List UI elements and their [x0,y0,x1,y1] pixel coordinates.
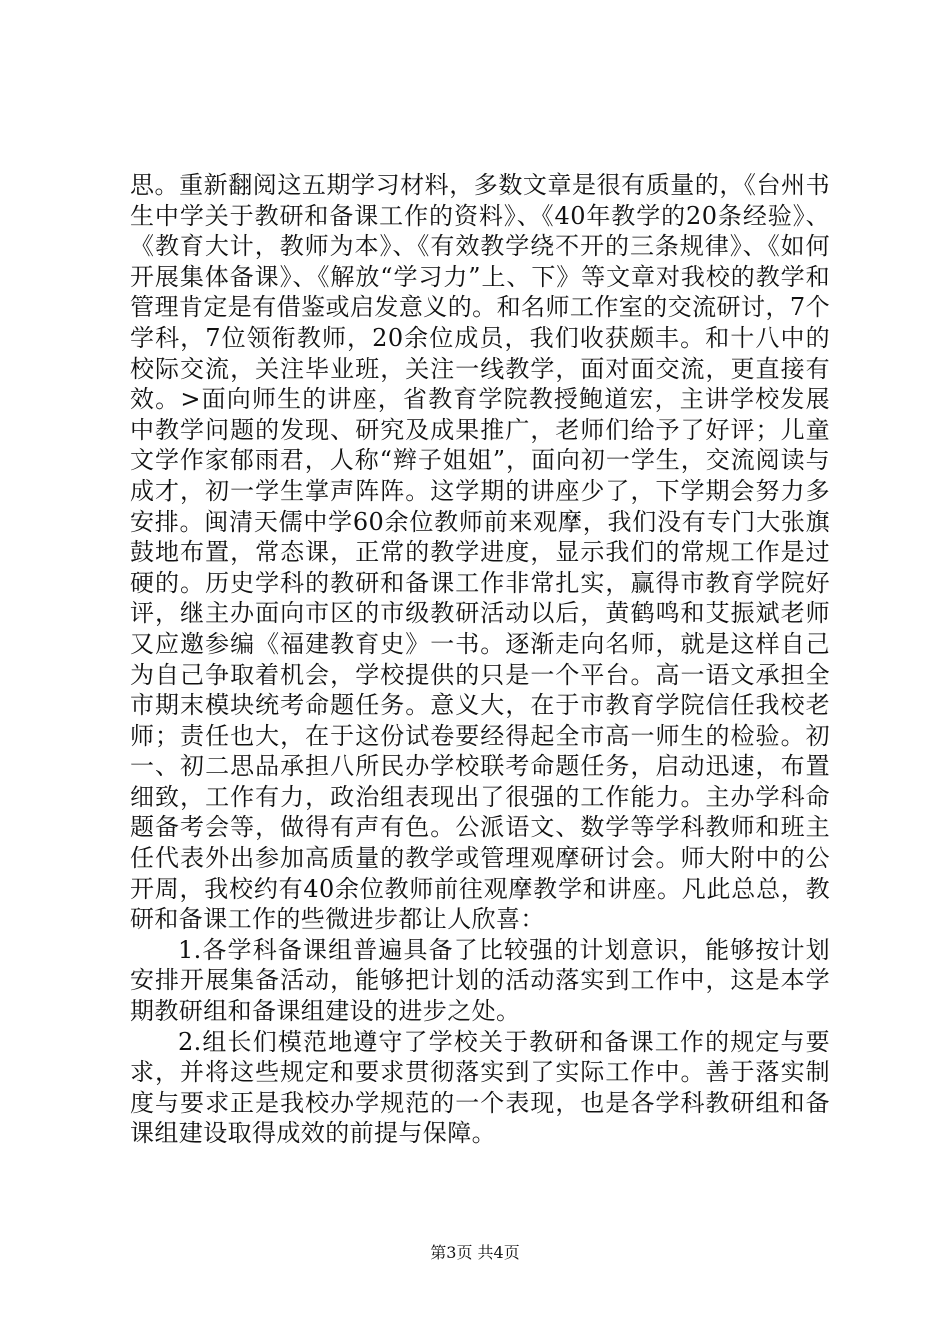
document-body [130,170,830,1149]
body-paragraph: 思。重新翻阅这五期学习材料，多数文章是很有质量的，《台州书生中学关于教研和备课工作的资料》、《40年教学的20条经验》、《教育大计，教师为本》、《有效教学绕不开的三条规律》、《如何开展集体备课》、《解放“学习力”上、下》等文章对我校的教学和管理肯定是有借鉴或启发意义的。和名师工作室的交流研讨，7个学科，7位领衔教师，20余位成员，我们收获颇丰。和十八中的校际交流，关注毕业班，关注一线教学，面对面交流，更直接有效。>面向师生的讲座，省教育学院教授鲍道宏，主讲学校发展中教学问题的发现、研究及成果推广，老师们给予了好评；儿童文学作家郁雨君，人称“辫子姐姐”，面向初一学生，交流阅读与成才，初一学生掌声阵阵。这学期的讲座少了，下学期会努力多安排。闽清天儒中学60余位教师前来观摩，我们没有专门大张旗鼓地布置，常态课，正常的教学进度，显示我们的常规工作是过硬的。历史学科的教研和备课工作非常扎实，赢得市教育学院好评，继主办面向市区的市级教研活动以后，黄鹤鸣和艾振斌老师又应邀参编《福建教育史》一书。逐渐走向名师，就是这样自己为自己争取着机会，学校提供的只是一个平台。高一语文承担全市期末模块统考命题任务。意义大，在于市教育学院信任我校老师；责任也大，在于这份试卷要经得起全市高一师生的检验。初一、初二思品承担八所民办学校联考命题任务，启动迅速，布置细致，工作有力，政治组表现出了很强的工作能力。主办学科命题备考会等，做得有声有色。公派语文、数学等学科教师和班主任代表外出参加高质量的教学或管理观摩研讨会。师大附中的公开周，我校约有40余位教师前往观摩教学和讲座。凡此总总，教研和备课工作的些微进步都让人欣喜： [130,171,830,934]
list-item-2: 2.组长们模范地遵守了学校关于教研和备课工作的规定与要求，并将这些规定和要求贯彻落实到了实际工作中。善于落实制度与要求正是我校办学规范的一个表现，也是各学科教研组和备课组建设取得成效的前提与保障。 [130,1027,830,1148]
page-number-footer: 第3页 共4页 [430,1243,520,1262]
list-item-1: 1.各学科备课组普遍具备了比较强的计划意识，能够按计划安排开展集备活动，能够把计划的活动落实到工作中，这是本学期教研组和备课组建设的进步之处。 [130,935,830,1026]
